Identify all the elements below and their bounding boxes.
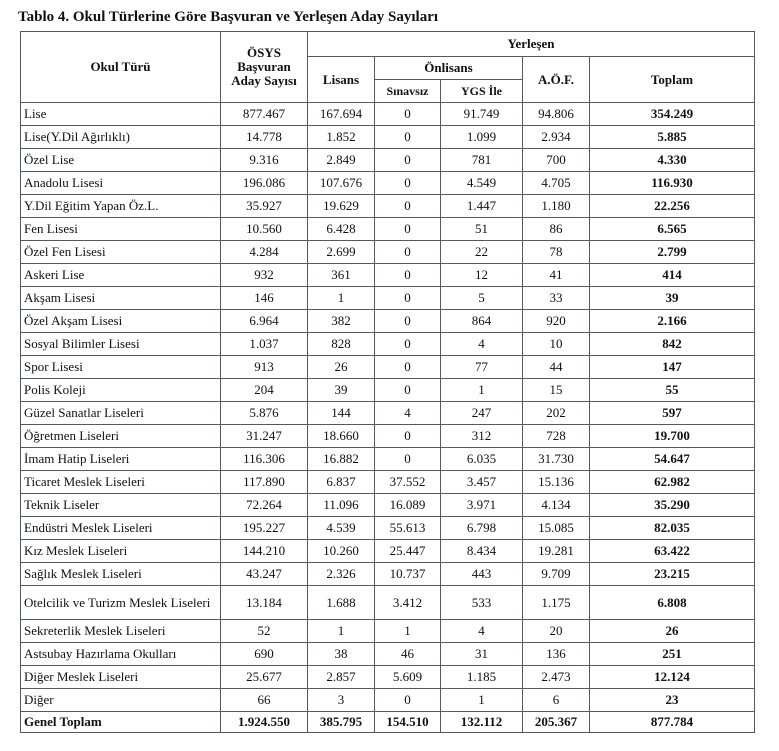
- cell-with-ygs: 3.457: [441, 471, 523, 494]
- cell-license: 26: [308, 356, 375, 379]
- cell-exam-free: 0: [375, 218, 441, 241]
- cell-license: 16.882: [308, 448, 375, 471]
- cell-applicants: 14.778: [221, 126, 308, 149]
- cell-aof: 15: [523, 379, 590, 402]
- cell-total: 116.930: [590, 172, 755, 195]
- table-body: [21, 103, 755, 712]
- cell-applicants: 72.264: [221, 494, 308, 517]
- cell-aof: 10: [523, 333, 590, 356]
- cell-total: 55: [590, 379, 755, 402]
- cell-license: 2.849: [308, 149, 375, 172]
- cell-with-ygs: 312: [441, 425, 523, 448]
- cell-with-ygs: 5: [441, 287, 523, 310]
- cell-aof: 1.175: [523, 586, 590, 620]
- cell-applicants: 43.247: [221, 563, 308, 586]
- table-caption: Tablo 4. Okul Türlerine Göre Başvuran ve Yerleşen Aday Sayıları: [18, 9, 439, 25]
- table-row: [21, 517, 755, 540]
- header-exam-free: Sınavsız: [375, 80, 441, 103]
- cell-aof: 31.730: [523, 448, 590, 471]
- table-row: [21, 540, 755, 563]
- table-row: [21, 195, 755, 218]
- cell-exam-free: 1: [375, 620, 441, 643]
- cell-school-type: Fen Lisesi: [21, 218, 221, 241]
- cell-with-ygs: 4: [441, 333, 523, 356]
- cell-school-type: Lise: [21, 103, 221, 126]
- cell-exam-free: 0: [375, 425, 441, 448]
- cell-aof: 2.934: [523, 126, 590, 149]
- table-row: [21, 494, 755, 517]
- cell-with-ygs: 1: [441, 689, 523, 712]
- cell-exam-free: 25.447: [375, 540, 441, 563]
- cell-school-type: Güzel Sanatlar Liseleri: [21, 402, 221, 425]
- cell-exam-free: 37.552: [375, 471, 441, 494]
- header-aof: A.Ö.F.: [523, 57, 590, 103]
- cell-total: 354.249: [590, 103, 755, 126]
- table-row: [21, 241, 755, 264]
- cell-with-ygs: 533: [441, 586, 523, 620]
- table-row: [21, 287, 755, 310]
- cell-license: 107.676: [308, 172, 375, 195]
- header-associate: Önlisans: [375, 57, 523, 80]
- cell-total: 2.799: [590, 241, 755, 264]
- cell-school-type: Kız Meslek Liseleri: [21, 540, 221, 563]
- cell-applicants: 5.876: [221, 402, 308, 425]
- cell-aof: 1.180: [523, 195, 590, 218]
- cell-exam-free: 0: [375, 241, 441, 264]
- cell-applicants: 913: [221, 356, 308, 379]
- cell-applicants: 13.184: [221, 586, 308, 620]
- cell-license: 1.688: [308, 586, 375, 620]
- header-license: Lisans: [308, 57, 375, 103]
- cell-with-ygs: 1.447: [441, 195, 523, 218]
- cell-license: 382: [308, 310, 375, 333]
- cell-aof: 41: [523, 264, 590, 287]
- cell-exam-free: 46: [375, 643, 441, 666]
- cell-with-ygs: 4: [441, 620, 523, 643]
- cell-total: 63.422: [590, 540, 755, 563]
- cell-applicants: 25.677: [221, 666, 308, 689]
- table-row: [21, 149, 755, 172]
- cell-with-ygs: 1.099: [441, 126, 523, 149]
- table-row: [21, 333, 755, 356]
- table-row: [21, 563, 755, 586]
- cell-aof: 4.705: [523, 172, 590, 195]
- table-row: [21, 218, 755, 241]
- cell-aof: 20: [523, 620, 590, 643]
- cell-with-ygs: 3.971: [441, 494, 523, 517]
- cell-applicants: 9.316: [221, 149, 308, 172]
- cell-license: 6.837: [308, 471, 375, 494]
- cell-school-type: Anadolu Lisesi: [21, 172, 221, 195]
- table-row: [21, 666, 755, 689]
- cell-exam-free: 0: [375, 103, 441, 126]
- cell-with-ygs: 77: [441, 356, 523, 379]
- header-total: Toplam: [590, 57, 755, 103]
- cell-aof: 700: [523, 149, 590, 172]
- cell-school-type: Sosyal Bilimler Lisesi: [21, 333, 221, 356]
- cell-school-type: Y.Dil Eğitim Yapan Öz.L.: [21, 195, 221, 218]
- cell-applicants: 10.560: [221, 218, 308, 241]
- cell-total: 6.808: [590, 586, 755, 620]
- cell-exam-free: 16.089: [375, 494, 441, 517]
- cell-total: 147: [590, 356, 755, 379]
- cell-with-ygs: 8.434: [441, 540, 523, 563]
- cell-school-type: Polis Koleji: [21, 379, 221, 402]
- table-row: [21, 586, 755, 620]
- cell-aof: 136: [523, 643, 590, 666]
- cell-aof: 15.085: [523, 517, 590, 540]
- cell-aof: 33: [523, 287, 590, 310]
- cell-total: 39: [590, 287, 755, 310]
- cell-license: 361: [308, 264, 375, 287]
- cell-license: 167.694: [308, 103, 375, 126]
- cell-applicants: 146: [221, 287, 308, 310]
- cell-total: 597: [590, 402, 755, 425]
- cell-applicants: 877.467: [221, 103, 308, 126]
- cell-applicants: 204: [221, 379, 308, 402]
- cell-aof: 78: [523, 241, 590, 264]
- cell-total: 26: [590, 620, 755, 643]
- cell-with-ygs: 22: [441, 241, 523, 264]
- header-school-type: Okul Türü: [21, 32, 221, 103]
- cell-exam-free: 0: [375, 379, 441, 402]
- header-with-ygs: YGS İle: [441, 80, 523, 103]
- cell-applicants: 116.306: [221, 448, 308, 471]
- table-row: [21, 425, 755, 448]
- applicants-placement-table: [20, 31, 755, 733]
- cell-exam-free: 0: [375, 172, 441, 195]
- cell-with-ygs: 31: [441, 643, 523, 666]
- cell-applicants: 31.247: [221, 425, 308, 448]
- cell-license: 39: [308, 379, 375, 402]
- cell-with-ygs: 4.549: [441, 172, 523, 195]
- cell-school-type: Diğer Meslek Liseleri: [21, 666, 221, 689]
- cell-total: 5.885: [590, 126, 755, 149]
- table-row: [21, 643, 755, 666]
- cell-with-ygs: 781: [441, 149, 523, 172]
- cell-aof: 4.134: [523, 494, 590, 517]
- cell-license: 10.260: [308, 540, 375, 563]
- cell-exam-free: 5.609: [375, 666, 441, 689]
- cell-school-type: Ticaret Meslek Liseleri: [21, 471, 221, 494]
- cell-exam-free: 0: [375, 333, 441, 356]
- cell-aof: 44: [523, 356, 590, 379]
- cell-total: 2.166: [590, 310, 755, 333]
- cell-school-type: Akşam Lisesi: [21, 287, 221, 310]
- cell-with-ygs: 51: [441, 218, 523, 241]
- cell-aof: 9.709: [523, 563, 590, 586]
- cell-school-type: Askeri Lise: [21, 264, 221, 287]
- cell-school-type: Özel Fen Lisesi: [21, 241, 221, 264]
- cell-applicants: 66: [221, 689, 308, 712]
- cell-total: 35.290: [590, 494, 755, 517]
- cell-total: 82.035: [590, 517, 755, 540]
- cell-aof: 920: [523, 310, 590, 333]
- cell-aof: 94.806: [523, 103, 590, 126]
- cell-exam-free: 0: [375, 195, 441, 218]
- cell-exam-free: 0: [375, 264, 441, 287]
- cell-exam-free: 0: [375, 149, 441, 172]
- cell-total: 62.982: [590, 471, 755, 494]
- header-applicants: ÖSYS Başvuran Aday Sayısı: [221, 32, 308, 103]
- cell-with-ygs: 1.185: [441, 666, 523, 689]
- table-row: [21, 126, 755, 149]
- table-row: [21, 402, 755, 425]
- cell-with-ygs: 864: [441, 310, 523, 333]
- table-row: [21, 379, 755, 402]
- cell-school-type: Lise(Y.Dil Ağırlıklı): [21, 126, 221, 149]
- cell-license: 38: [308, 643, 375, 666]
- cell-with-ygs: 443: [441, 563, 523, 586]
- grand-total-aof: 205.367: [523, 712, 590, 733]
- cell-exam-free: 3.412: [375, 586, 441, 620]
- cell-with-ygs: 247: [441, 402, 523, 425]
- cell-license: 1: [308, 287, 375, 310]
- cell-applicants: 195.227: [221, 517, 308, 540]
- grand-total-with-ygs: 132.112: [441, 712, 523, 733]
- cell-aof: 202: [523, 402, 590, 425]
- cell-school-type: Öğretmen Liseleri: [21, 425, 221, 448]
- cell-total: 12.124: [590, 666, 755, 689]
- cell-license: 1: [308, 620, 375, 643]
- table-row: [21, 471, 755, 494]
- cell-total: 54.647: [590, 448, 755, 471]
- cell-total: 414: [590, 264, 755, 287]
- cell-school-type: Sağlık Meslek Liseleri: [21, 563, 221, 586]
- cell-exam-free: 0: [375, 356, 441, 379]
- cell-applicants: 4.284: [221, 241, 308, 264]
- cell-exam-free: 0: [375, 126, 441, 149]
- table-row: [21, 172, 755, 195]
- table-row: [21, 689, 755, 712]
- cell-total: 23.215: [590, 563, 755, 586]
- cell-total: 22.256: [590, 195, 755, 218]
- cell-exam-free: 0: [375, 287, 441, 310]
- cell-school-type: Otelcilik ve Turizm Meslek Liseleri: [21, 586, 221, 620]
- cell-total: 4.330: [590, 149, 755, 172]
- cell-license: 19.629: [308, 195, 375, 218]
- cell-with-ygs: 91.749: [441, 103, 523, 126]
- cell-school-type: Özel Akşam Lisesi: [21, 310, 221, 333]
- header-placed: Yerleşen: [308, 32, 755, 57]
- cell-school-type: Spor Lisesi: [21, 356, 221, 379]
- cell-school-type: Diğer: [21, 689, 221, 712]
- cell-applicants: 932: [221, 264, 308, 287]
- cell-applicants: 35.927: [221, 195, 308, 218]
- cell-aof: 2.473: [523, 666, 590, 689]
- cell-license: 2.326: [308, 563, 375, 586]
- cell-total: 23: [590, 689, 755, 712]
- table-row: [21, 620, 755, 643]
- cell-applicants: 117.890: [221, 471, 308, 494]
- cell-applicants: 690: [221, 643, 308, 666]
- cell-license: 828: [308, 333, 375, 356]
- table-row: [21, 103, 755, 126]
- table-row: [21, 356, 755, 379]
- cell-total: 6.565: [590, 218, 755, 241]
- cell-total: 19.700: [590, 425, 755, 448]
- grand-total-total: 877.784: [590, 712, 755, 733]
- cell-applicants: 196.086: [221, 172, 308, 195]
- cell-license: 2.699: [308, 241, 375, 264]
- cell-aof: 86: [523, 218, 590, 241]
- cell-license: 2.857: [308, 666, 375, 689]
- table-row: [21, 310, 755, 333]
- cell-with-ygs: 12: [441, 264, 523, 287]
- cell-license: 144: [308, 402, 375, 425]
- cell-aof: 728: [523, 425, 590, 448]
- cell-applicants: 144.210: [221, 540, 308, 563]
- cell-total: 842: [590, 333, 755, 356]
- grand-total-label: Genel Toplam: [21, 712, 221, 733]
- cell-school-type: Özel Lise: [21, 149, 221, 172]
- grand-total-applicants: 1.924.550: [221, 712, 308, 733]
- cell-aof: 6: [523, 689, 590, 712]
- cell-school-type: İmam Hatip Liseleri: [21, 448, 221, 471]
- cell-exam-free: 0: [375, 689, 441, 712]
- cell-license: 11.096: [308, 494, 375, 517]
- cell-license: 6.428: [308, 218, 375, 241]
- cell-license: 3: [308, 689, 375, 712]
- cell-exam-free: 55.613: [375, 517, 441, 540]
- cell-exam-free: 0: [375, 310, 441, 333]
- cell-license: 4.539: [308, 517, 375, 540]
- table-row: [21, 448, 755, 471]
- cell-school-type: Sekreterlik Meslek Liseleri: [21, 620, 221, 643]
- cell-with-ygs: 6.035: [441, 448, 523, 471]
- table-row: [21, 264, 755, 287]
- cell-exam-free: 4: [375, 402, 441, 425]
- cell-total: 251: [590, 643, 755, 666]
- cell-aof: 15.136: [523, 471, 590, 494]
- cell-with-ygs: 1: [441, 379, 523, 402]
- cell-exam-free: 0: [375, 448, 441, 471]
- grand-total-license: 385.795: [308, 712, 375, 733]
- cell-license: 1.852: [308, 126, 375, 149]
- cell-applicants: 1.037: [221, 333, 308, 356]
- cell-with-ygs: 6.798: [441, 517, 523, 540]
- cell-school-type: Astsubay Hazırlama Okulları: [21, 643, 221, 666]
- cell-aof: 19.281: [523, 540, 590, 563]
- cell-exam-free: 10.737: [375, 563, 441, 586]
- grand-total-row: [21, 712, 755, 733]
- cell-license: 18.660: [308, 425, 375, 448]
- cell-applicants: 6.964: [221, 310, 308, 333]
- cell-applicants: 52: [221, 620, 308, 643]
- cell-school-type: Endüstri Meslek Liseleri: [21, 517, 221, 540]
- grand-total-exam-free: 154.510: [375, 712, 441, 733]
- cell-school-type: Teknik Liseler: [21, 494, 221, 517]
